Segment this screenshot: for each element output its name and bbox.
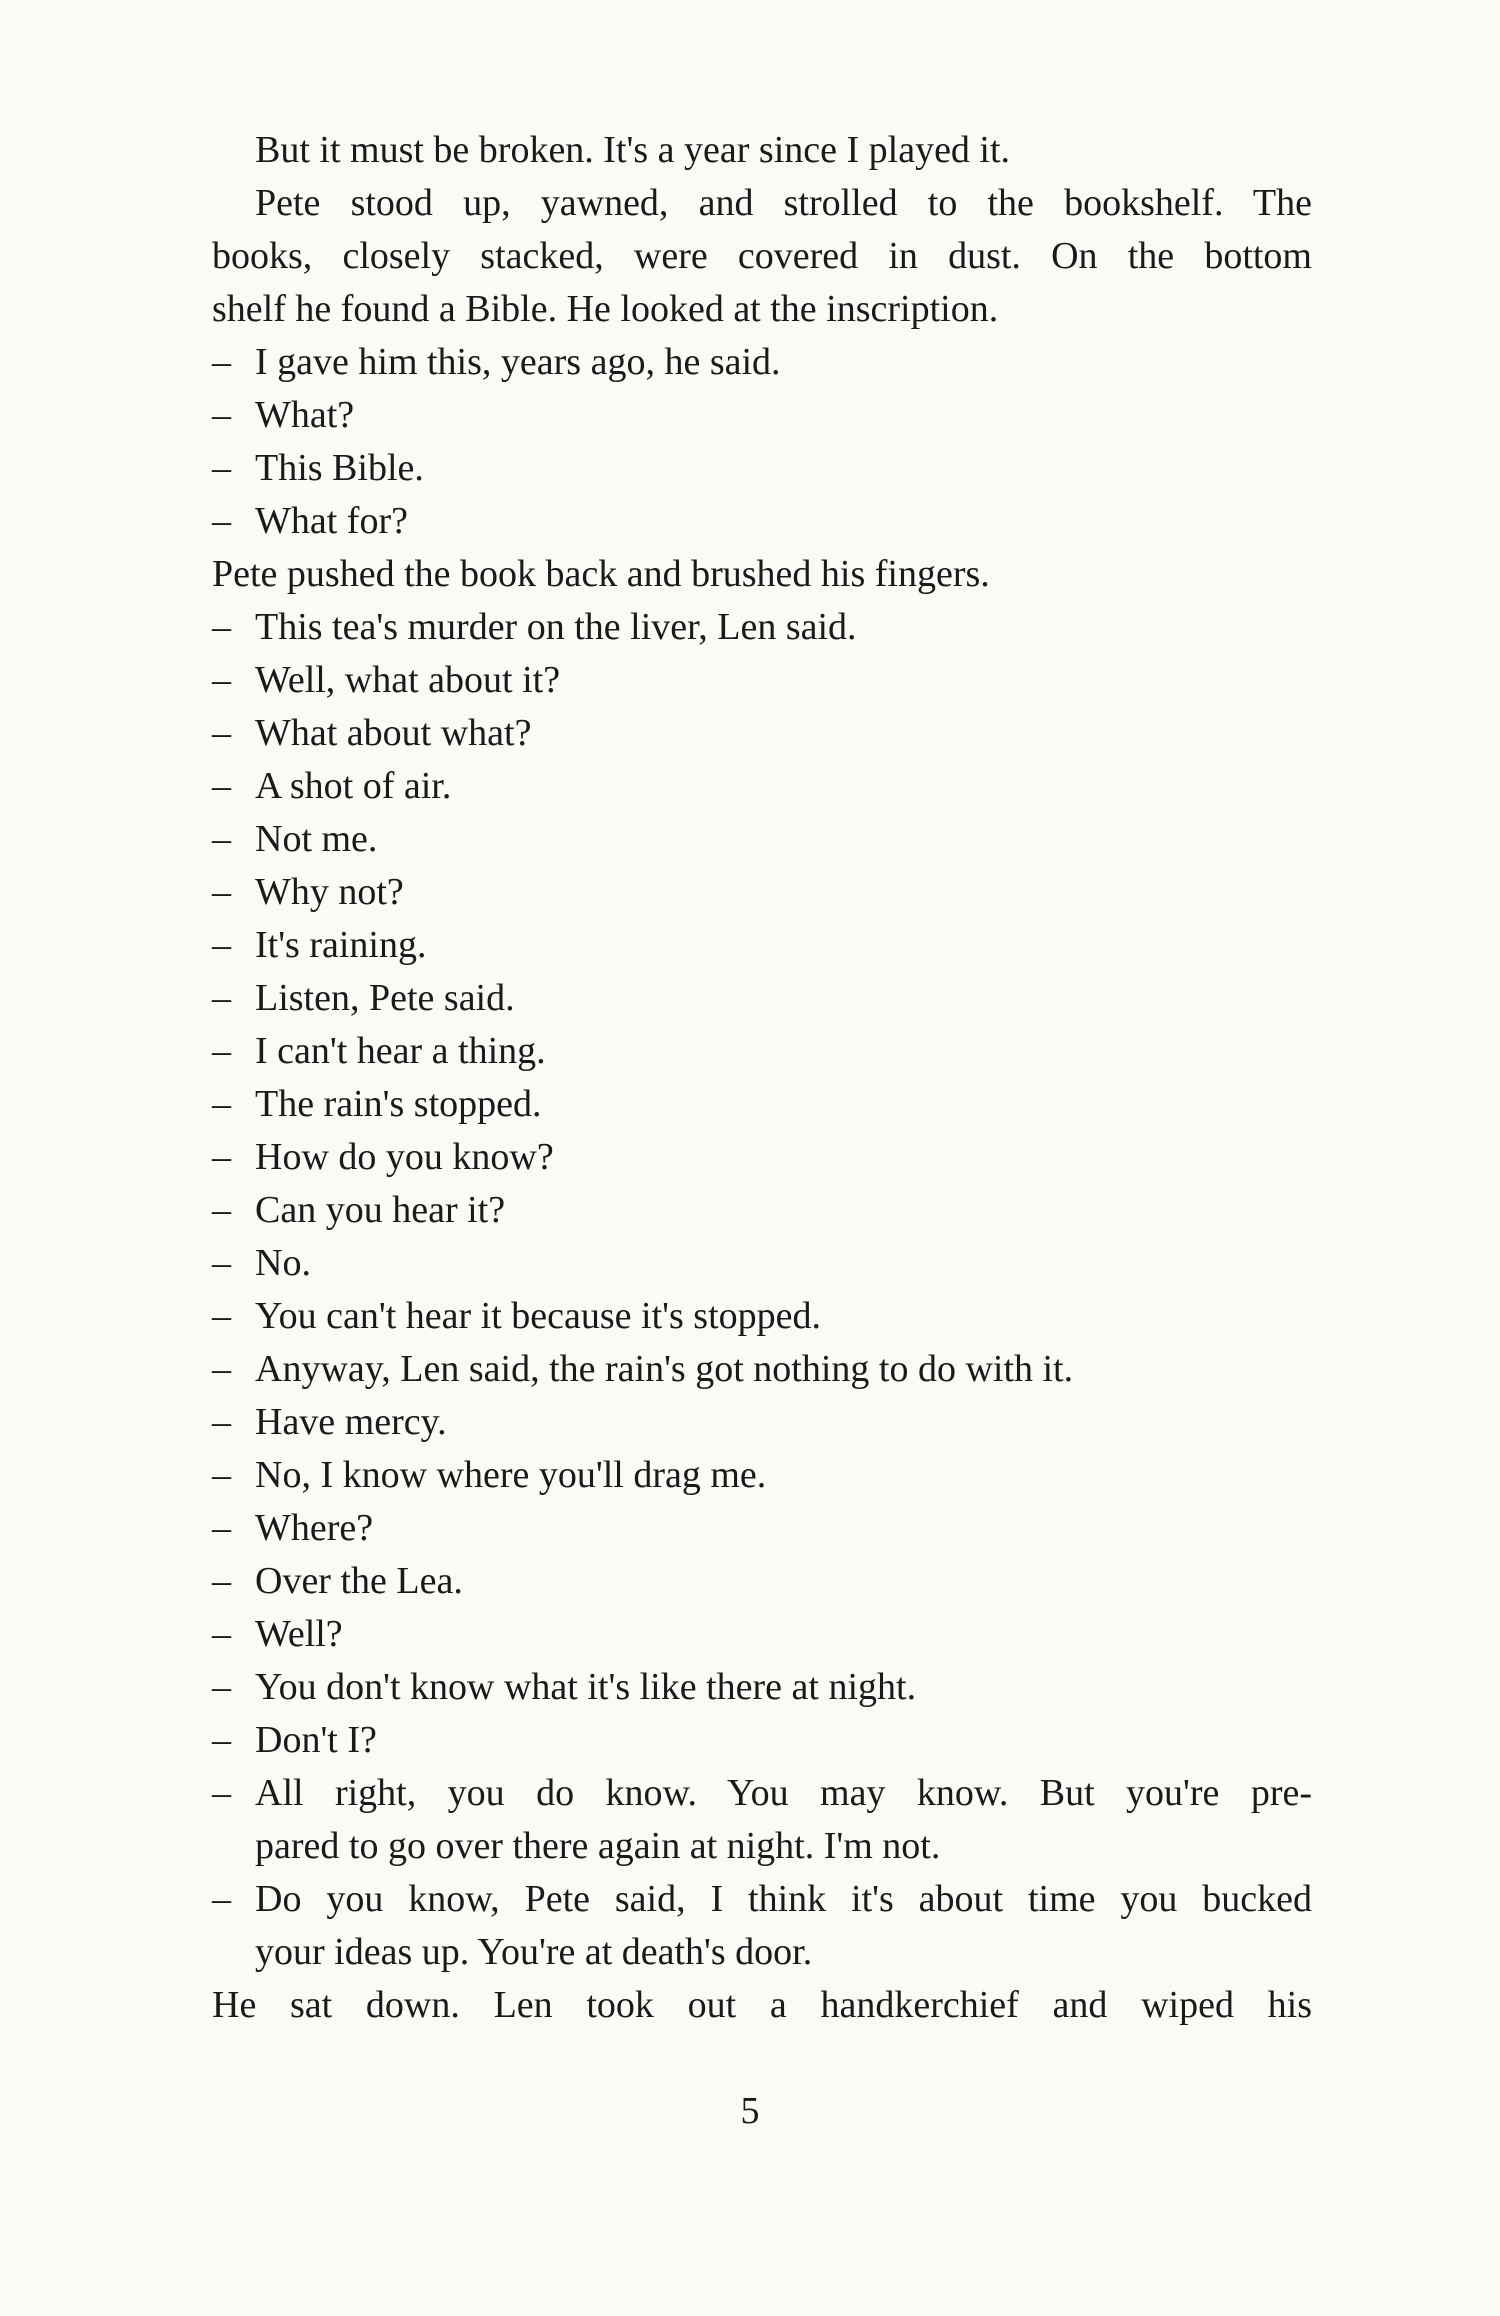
dialogue-dash: – <box>212 606 231 648</box>
dialogue-text: What about what? <box>255 712 532 754</box>
dialogue-line <box>212 1131 1312 1184</box>
dialogue-line <box>212 707 1312 760</box>
dialogue-text: Have mercy. <box>255 1401 447 1443</box>
dialogue-text: What for? <box>255 500 408 542</box>
dialogue-line <box>212 1078 1312 1131</box>
dialogue-text: The rain's stopped. <box>255 1083 542 1125</box>
dialogue-dash: – <box>212 1507 231 1549</box>
dialogue-dash: – <box>212 712 231 754</box>
dialogue-dash: – <box>212 1348 231 1390</box>
dialogue-line <box>212 336 1312 389</box>
page-number: 5 <box>740 2090 760 2132</box>
dialogue-dash: – <box>212 1560 231 1602</box>
dialogue-dash: – <box>212 1189 231 1231</box>
dialogue-dash: – <box>212 1613 231 1655</box>
dialogue-text: It's raining. <box>255 924 427 966</box>
text-line: He sat down. Len took out a handkerchief and wiped his <box>212 1984 1312 2026</box>
dialogue-dash: – <box>212 1242 231 1284</box>
dialogue-line <box>212 601 1312 654</box>
dialogue-dash: – <box>212 1454 231 1496</box>
dialogue-line <box>212 1290 1312 1343</box>
dialogue-dash: – <box>212 1719 231 1761</box>
dialogue-text: I can't hear a thing. <box>255 1030 546 1072</box>
dialogue-dash: – <box>212 818 231 860</box>
dialogue-line <box>212 813 1312 866</box>
dialogue-dash: – <box>212 765 231 807</box>
dialogue-line <box>212 1343 1312 1396</box>
dialogue-line <box>212 1767 1312 1820</box>
dialogue-text: A shot of air. <box>255 765 452 807</box>
dialogue-text: I gave him this, years ago, he said. <box>255 341 781 383</box>
dialogue-line <box>212 1873 1312 1926</box>
dialogue-text: You don't know what it's like there at night. <box>255 1666 917 1708</box>
dialogue-line <box>212 1449 1312 1502</box>
dialogue-dash: – <box>212 924 231 966</box>
dialogue-dash: – <box>212 659 231 701</box>
dialogue-text: No. <box>255 1242 311 1284</box>
dialogue-text: Don't I? <box>255 1719 377 1761</box>
dialogue-dash: – <box>212 871 231 913</box>
dialogue-dash: – <box>212 977 231 1019</box>
text-line: books, closely stacked, were covered in dust. On the bottom <box>212 235 1312 277</box>
dialogue-dash: – <box>212 1401 231 1443</box>
dialogue-text: Listen, Pete said. <box>255 977 515 1019</box>
dialogue-line <box>212 1714 1312 1767</box>
text-line: But it must be broken. It's a year since I played it. <box>255 129 1011 171</box>
dialogue-line <box>212 1184 1312 1237</box>
dialogue-line <box>212 760 1312 813</box>
dialogue-line <box>212 1555 1312 1608</box>
body-text <box>212 124 1312 2032</box>
dialogue-text: Well, what about it? <box>255 659 561 701</box>
dialogue-dash: – <box>212 1136 231 1178</box>
dialogue-dash: – <box>212 341 231 383</box>
dialogue-line <box>212 972 1312 1025</box>
dialogue-line <box>212 1502 1312 1555</box>
text-line: shelf he found a Bible. He looked at the inscription. <box>212 288 999 330</box>
dialogue-text: Can you hear it? <box>255 1189 506 1231</box>
text-line: Pete pushed the book back and brushed his fingers. <box>212 553 990 595</box>
text-line: your ideas up. You're at death's door. <box>255 1931 813 1973</box>
dialogue-dash: – <box>212 1666 231 1708</box>
text-line: pared to go over there again at night. I'm not. <box>255 1825 941 1867</box>
dialogue-dash: – <box>212 1772 231 1814</box>
dialogue-text: Do you know, Pete said, I think it's about time you bucked <box>255 1878 1312 1920</box>
dialogue-line <box>212 1608 1312 1661</box>
dialogue-dash: – <box>212 1083 231 1125</box>
dialogue-text: Well? <box>255 1613 343 1655</box>
dialogue-line <box>212 866 1312 919</box>
dialogue-text: Why not? <box>255 871 404 913</box>
dialogue-line <box>212 654 1312 707</box>
dialogue-text: No, I know where you'll drag me. <box>255 1454 767 1496</box>
dialogue-text: Not me. <box>255 818 378 860</box>
dialogue-dash: – <box>212 394 231 436</box>
dialogue-text: How do you know? <box>255 1136 554 1178</box>
dialogue-line <box>212 1237 1312 1290</box>
dialogue-text: All right, you do know. You may know. But you're pre- <box>255 1772 1312 1814</box>
dialogue-text: This Bible. <box>255 447 424 489</box>
dialogue-line <box>212 495 1312 548</box>
dialogue-text: You can't hear it because it's stopped. <box>255 1295 821 1337</box>
dialogue-line <box>212 1661 1312 1714</box>
dialogue-text: This tea's murder on the liver, Len said. <box>255 606 857 648</box>
dialogue-dash: – <box>212 500 231 542</box>
dialogue-text: Anyway, Len said, the rain's got nothing to do with it. <box>255 1348 1074 1390</box>
dialogue-line <box>212 1025 1312 1078</box>
dialogue-dash: – <box>212 1295 231 1337</box>
dialogue-dash: – <box>212 1878 231 1920</box>
dialogue-text: What? <box>255 394 355 436</box>
dialogue-text: Over the Lea. <box>255 1560 463 1602</box>
dialogue-dash: – <box>212 447 231 489</box>
dialogue-text: Where? <box>255 1507 374 1549</box>
dialogue-line <box>212 389 1312 442</box>
dialogue-dash: – <box>212 1030 231 1072</box>
text-line: Pete stood up, yawned, and strolled to the bookshelf. The <box>255 182 1312 224</box>
dialogue-line <box>212 1396 1312 1449</box>
dialogue-line <box>212 919 1312 972</box>
dialogue-line <box>212 442 1312 495</box>
